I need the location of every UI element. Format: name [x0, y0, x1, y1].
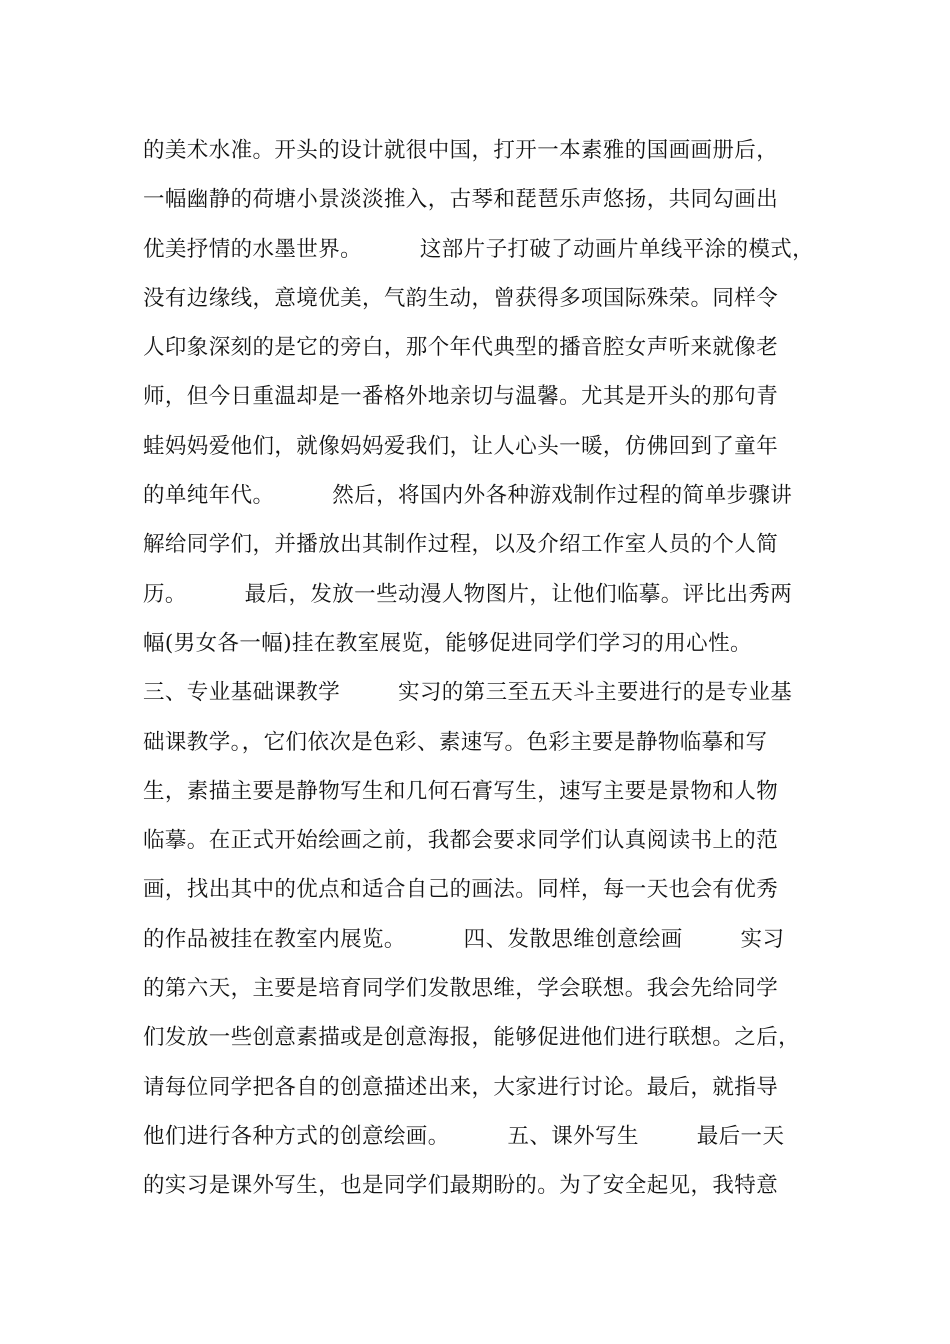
text-line: 人印象深刻的是它的旁白，那个年代典型的播音腔女声听来就像老	[143, 335, 779, 361]
text-line: 的美术水准。开头的设计就很中国，打开一本素雅的国画画册后，	[143, 138, 779, 163]
text-line: 的第六天，主要是培育同学们发散思维，学会联想。我会先给同学	[143, 976, 779, 1002]
text-line: 们发放一些创意素描或是创意海报，能够促进他们进行联想。之后，	[143, 1025, 801, 1051]
text-line: 解给同学们，并播放出其制作过程，以及介绍工作室人员的个人简	[143, 532, 779, 558]
text-line: 的作品被挂在教室内展览。 四、发散思维创意绘画 实习	[143, 926, 785, 952]
text-line: 的实习是课外写生，也是同学们最期盼的。为了安全起见，我特意	[143, 1173, 779, 1199]
text-line: 的单纯年代。 然后，将国内外各种游戏制作过程的简单步骤讲	[143, 483, 793, 509]
text-line: 请每位同学把各自的创意描述出来，大家进行讨论。最后，就指导	[143, 1074, 779, 1100]
text-line: 础课教学。，它们依次是色彩、素速写。色彩主要是静物临摹和写	[143, 729, 768, 755]
text-line: 生，素描主要是静物写生和几何石膏写生，速写主要是景物和人物	[143, 778, 779, 804]
text-line: 蛙妈妈爱他们，就像妈妈爱我们，让人心头一暖，仿佛回到了童年	[143, 433, 779, 459]
text-line: 幅(男女各一幅)挂在教室展览，能够促进同学们学习的用心性。	[143, 630, 752, 656]
text-line: 优美抒情的水墨世界。 这部片子打破了动画片单线平涂的模式，	[143, 236, 815, 262]
text-line: 一幅幽静的荷塘小景淡淡推入，古琴和琵琶乐声悠扬，共同勾画出	[143, 187, 779, 213]
text-line: 没有边缘线，意境优美，气韵生动，曾获得多项国际殊荣。同样令	[143, 285, 779, 311]
text-line: 三、专业基础课教学 实习的第三至五天斗主要进行的是专业基	[143, 680, 793, 706]
text-line: 师，但今日重温却是一番格外地亲切与温馨。尤其是开头的那句青	[143, 384, 779, 410]
body-text	[143, 126, 823, 1211]
text-line: 临摹。在正式开始绘画之前，我都会要求同学们认真阅读书上的范	[143, 828, 779, 854]
text-line: 画，找出其中的优点和适合自己的画法。同样，每一天也会有优秀	[143, 877, 779, 903]
text-line: 他们进行各种方式的创意绘画。 五、课外写生 最后一天	[143, 1123, 785, 1149]
text-line: 历。 最后，发放一些动漫人物图片，让他们临摹。评比出秀两	[143, 581, 793, 607]
